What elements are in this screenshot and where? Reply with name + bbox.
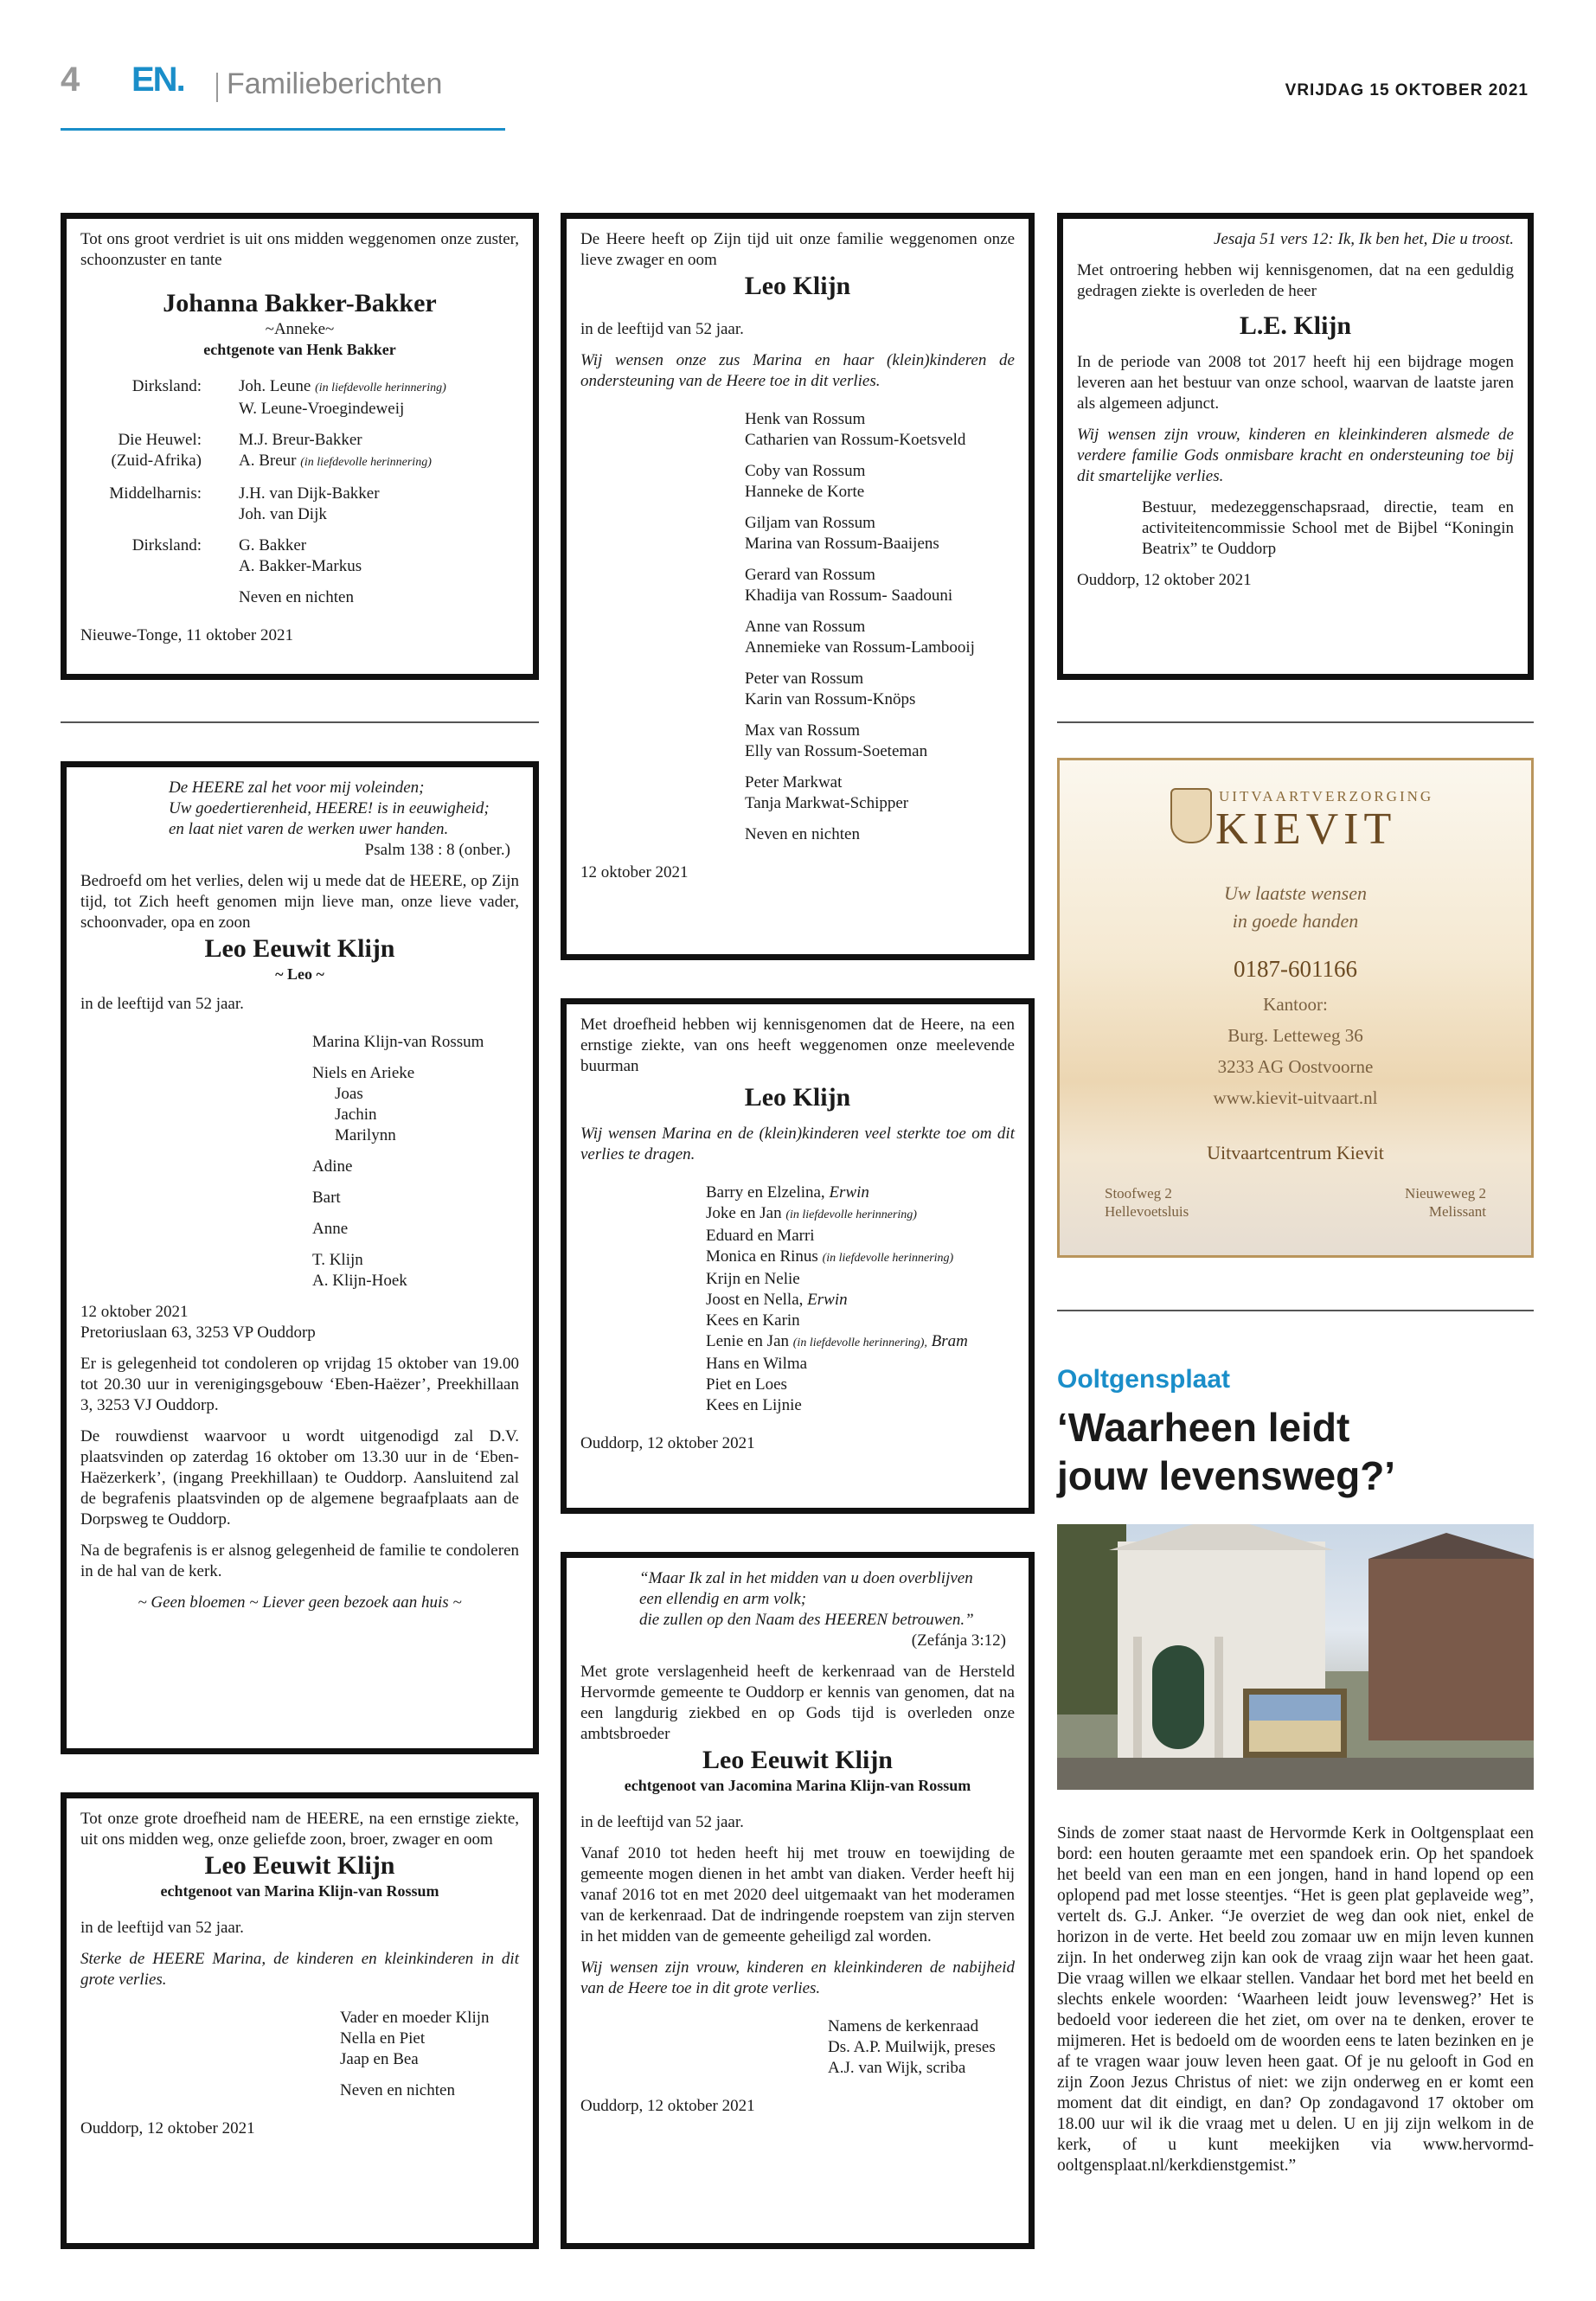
verse-ref: (Zefánja 3:12) — [911, 1631, 1006, 1650]
ad-tagline: UITVAARTVERZORGING — [1219, 788, 1434, 804]
neven-line: Neven en nichten — [340, 2081, 455, 2099]
family-group — [80, 376, 519, 420]
ad-crest-icon — [1170, 788, 1212, 843]
obituary-card-van-rossum — [561, 213, 1035, 960]
neighbour: Krijn en Nelie — [706, 1270, 800, 1288]
neighbour: Eduard en Marri — [706, 1227, 815, 1245]
card-intro: Tot onze grote droefheid nam de HEERE, na een ernstige ziekte, uit ons midden weg, onze geliefde zoon, broer, zwager en oom — [80, 1810, 519, 1849]
spouse-line: echtgenote van Henk Bakker — [203, 341, 396, 358]
card-footer: 12 oktober 2021 — [580, 863, 689, 881]
page-number: 4 — [61, 61, 80, 99]
family-group — [80, 430, 519, 473]
ad-address: Kantoor: Burg. Letteweg 36 3233 AG Oostvoorne www.kievit-uitvaart.nl — [1060, 989, 1531, 1113]
deceased-name: Leo Eeuwit Klijn — [702, 1746, 893, 1774]
card-body: In de periode van 2008 tot 2017 heeft hij een bijdrage mogen leveren aan het bestuur van onze school, waarvan de laatste jaren als algemeen adjunct. — [1077, 353, 1514, 413]
ad-brand: KIEVIT — [1215, 804, 1397, 854]
section-title: Familieberichten — [227, 67, 443, 100]
verse-quote: “Maar Ik zal in het midden van u doen overblijven een ellendig en arm volk; die zullen op den Naam des HEEREN betrouwen.” — [639, 1569, 974, 1629]
family-pair: Henk van Rossum Catharien van Rossum-Koetsveld — [745, 410, 966, 449]
place-label: Dirksland: — [131, 377, 202, 395]
obituary-card-parents — [61, 1792, 539, 2249]
signer: Namens de kerkenraad — [828, 2017, 979, 2035]
neven-line: Neven en nichten — [239, 588, 354, 606]
brand-logo: EN. — [131, 61, 184, 99]
family-member: W. Leune-Vroegindeweij — [239, 400, 405, 418]
neighbour: Barry en Elzelina, Erwin — [706, 1183, 869, 1202]
signer: Ds. A.P. Muilwijk, preses — [828, 2038, 996, 2056]
column-rule-right — [1057, 721, 1534, 723]
age-line: in de leeftijd van 52 jaar. — [580, 1813, 744, 1831]
card-intro: Met grote verslagenheid heeft de kerkenraad van de Hersteld Hervormde gemeente te Ouddorp er kennis van genomen, dat na een langdurig ziekbed en op Gods tijd is overleden onze ambtsbroeder — [580, 1663, 1015, 1743]
signer: A.J. van Wijk, scriba — [828, 2059, 966, 2077]
psalm-quote: De HEERE zal het voor mij voleinden; Uw goedertierenheid, HEERE! is in eeuwigheid; en laat niet varen de werken uwer handen. — [169, 779, 490, 838]
ad-slogan: Uw laatste wensen in goede handen — [1224, 882, 1367, 932]
card-intro: De Heere heeft op Zijn tijd uit onze familie weggenomen onze lieve zwager en oom — [580, 230, 1015, 269]
family-list — [580, 409, 1015, 845]
funeral-ad — [1057, 758, 1534, 1258]
card-footer: Ouddorp, 12 oktober 2021 — [1077, 571, 1252, 589]
family-pair: Coby van Rossum Hanneke de Korte — [745, 462, 866, 501]
wish-text: Wij wensen zijn vrouw, kinderen en kleinkinderen de nabijheid van de Heere toe in dit grote verlies. — [580, 1958, 1015, 1997]
page-date: VRIJDAG 15 OKTOBER 2021 — [1285, 81, 1529, 99]
signers — [80, 2008, 519, 2101]
family-member: G. Bakker — [239, 536, 307, 554]
condolence-info: Er is gelegenheid tot condoleren op vrijdag 15 oktober van 19.00 tot 20.30 uur in verenigingsgebouw ‘Eben-Haëzer’, Preekhillaan 3, 3253 VJ Ouddorp. — [80, 1355, 519, 1414]
deceased-name: Leo Eeuwit Klijn — [204, 934, 395, 963]
family-member: Joh. van Dijk — [239, 505, 327, 523]
service-info: De rouwdienst waarvoor u wordt uitgenodigd zal D.V. plaatsvinden op zaterdag 16 oktober om 13.30 uur in de ‘Eben-Haëzerkerk’, (ingang Preekhillaan) te Ouddorp. Aansluitend zal de begrafenis plaatsvinden op de algemene begraafplaats aan de Dorpsweg te Ouddorp. — [80, 1427, 519, 1529]
header-underline — [61, 128, 505, 131]
place-label: Die Heuwel: (Zuid-Afrika) — [111, 431, 202, 470]
card-address: Pretoriuslaan 63, 3253 VP Ouddorp — [80, 1324, 316, 1342]
neighbour: Kees en Lijnie — [706, 1396, 802, 1414]
psalm-ref: Psalm 138 : 8 (onber.) — [364, 841, 510, 859]
card-intro: Tot ons groot verdriet is uit ons midden weggenomen onze zuster, schoonzuster en tante — [80, 230, 519, 269]
neighbour: Lenie en Jan (in liefdevolle herinnering), Bram — [706, 1332, 968, 1350]
deceased-name: Leo Eeuwit Klijn — [204, 1851, 395, 1880]
family-member: M.J. Breur-Bakker — [239, 431, 362, 449]
place-label: Middelharnis: — [109, 484, 202, 503]
obituary-card-family — [61, 761, 539, 1754]
family-member: A. Breur (in liefdevolle herinnering) — [239, 452, 432, 470]
column-rule — [61, 721, 539, 723]
nickname: ~ Leo ~ — [275, 965, 324, 983]
church-photo-illustration — [1057, 1524, 1534, 1790]
family-group — [80, 484, 519, 525]
family-member: Adine — [312, 1157, 353, 1176]
family-group — [80, 535, 519, 608]
header-divider — [216, 73, 218, 102]
family-pair: Max van Rossum Elly van Rossum-Soeteman — [745, 721, 928, 760]
after-info: Na de begrafenis is er alsnog gelegenheid de familie te condoleren in de hal van de kerk. — [80, 1541, 519, 1580]
card-date: 12 oktober 2021 — [80, 1303, 189, 1321]
column-rule-right-2 — [1057, 1310, 1534, 1311]
place-label: Dirksland: — [131, 536, 202, 554]
signer: Vader en moeder Klijn — [340, 2009, 490, 2027]
deceased-name: Leo Klijn — [744, 1083, 851, 1112]
family-member: Joh. Leune (in liefdevolle herinnering) — [239, 377, 446, 395]
obituary-card-church-council — [561, 1552, 1035, 2249]
neighbour: Joke en Jan (in liefdevolle herinnering) — [706, 1204, 917, 1222]
obituary-card-school — [1057, 213, 1534, 680]
signer: Nella en Piet — [340, 2029, 426, 2048]
ad-location-1: Stoofweg 2 Hellevoetsluis — [1105, 1185, 1189, 1220]
obituary-card-bakker — [61, 213, 539, 680]
neighbour: Joost en Nella, Erwin — [706, 1291, 848, 1309]
family-member: J.H. van Dijk-Bakker — [239, 484, 380, 503]
closing-note: ~ Geen bloemen ~ Liever geen bezoek aan huis ~ — [138, 1593, 462, 1612]
age-line: in de leeftijd van 52 jaar. — [80, 995, 244, 1013]
deceased-name: Leo Klijn — [744, 272, 851, 300]
card-intro: Bedroefd om het verlies, delen wij u mede dat de HEERE, op Zijn tijd, tot Zich heeft genomen mijn lieve man, onze lieve vader, schoonvader, opa en zoon — [80, 872, 519, 932]
card-footer: Ouddorp, 12 oktober 2021 — [580, 2097, 755, 2115]
neighbour: Monica en Rinus (in liefdevolle herinnering) — [706, 1247, 954, 1266]
card-footer: Nieuwe-Tonge, 11 oktober 2021 — [80, 626, 293, 644]
neven-line: Neven en nichten — [745, 825, 860, 843]
grandchild: Marilynn — [335, 1126, 396, 1144]
deceased-name: L.E. Klijn — [1239, 311, 1352, 340]
ad-website[interactable]: www.kievit-uitvaart.nl — [1213, 1087, 1378, 1108]
family-member: Anne — [312, 1220, 349, 1238]
ad-centrum: Uitvaartcentrum Kievit — [1207, 1142, 1384, 1163]
card-footer: Ouddorp, 12 oktober 2021 — [80, 2119, 255, 2138]
family-member: A. Klijn-Hoek — [312, 1272, 407, 1290]
spouse-line: echtgenoot van Marina Klijn-van Rossum — [160, 1882, 439, 1900]
signers — [580, 2016, 1015, 2079]
nickname: ~Anneke~ — [265, 320, 335, 338]
article-kicker: Ooltgensplaat — [1057, 1365, 1231, 1394]
verse-line: Jesaja 51 vers 12: Ik, Ik ben het, Die u troost. — [1213, 230, 1514, 248]
family-list — [80, 1032, 519, 1292]
family-pair: Giljam van Rossum Marina van Rossum-Baaijens — [745, 514, 939, 553]
grandchild: Jachin — [335, 1106, 377, 1124]
neighbour: Piet en Loes — [706, 1375, 787, 1394]
ad-phone: 0187-601166 — [1234, 956, 1357, 982]
wish-text: Sterke de HEERE Marina, de kinderen en kleinkinderen in dit grote verlies. — [80, 1950, 519, 1989]
signer: Jaap en Bea — [340, 2050, 419, 2068]
card-intro: Met droefheid hebben wij kennisgenomen dat de Heere, na een ernstige ziekte, van ons heeft weggenomen onze meelevende buurman — [580, 1016, 1015, 1075]
family-pair: Anne van Rossum Annemieke van Rossum-Lambooij — [745, 618, 975, 657]
family-pair: Gerard van Rossum Khadija van Rossum- Saadouni — [745, 566, 953, 605]
deceased-name: Johanna Bakker-Bakker — [163, 289, 437, 317]
neighbour: Kees en Karin — [706, 1311, 800, 1330]
wish-text: Wij wensen zijn vrouw, kinderen en kleinkinderen alsmede de verdere familie Gods onmisbare kracht en ondersteuning toe bij dit smartelijke verlies. — [1077, 426, 1514, 485]
card-intro: Met ontroering hebben wij kennisgenomen, dat na een geduldig gedragen ziekte is overleden de heer — [1077, 261, 1514, 300]
family-member: Marina Klijn-van Rossum — [312, 1033, 484, 1051]
obituary-card-neighbours — [561, 998, 1035, 1514]
ad-location-2: Nieuweweg 2 Melissant — [1405, 1185, 1486, 1220]
article-photo — [1057, 1524, 1534, 1790]
wish-text: Wij wensen Marina en de (klein)kinderen veel sterkte toe om dit verlies te dragen. — [580, 1125, 1015, 1163]
spouse-line: echtgenoot van Jacomina Marina Klijn-van Rossum — [624, 1777, 971, 1794]
family-member: Niels en Arieke — [312, 1064, 415, 1082]
wish-text: Wij wensen onze zus Marina en haar (klein)kinderen de ondersteuning van de Heere toe in dit verlies. — [580, 351, 1015, 390]
article-headline: ‘Waarheen leidt jouw levensweg?’ — [1057, 1405, 1396, 1498]
family-pair: Peter van Rossum Karin van Rossum-Knöps — [745, 670, 916, 708]
age-line: in de leeftijd van 52 jaar. — [80, 1919, 244, 1937]
grandchild: Joas — [335, 1085, 363, 1103]
neighbour-list — [580, 1183, 1015, 1416]
age-line: in de leeftijd van 52 jaar. — [580, 320, 744, 338]
signed-by: Bestuur, medezeggenschapsraad, directie, team en activiteitencommissie School met de Bijbel “Koningin Beatrix” te Ouddorp — [1142, 498, 1514, 558]
family-member: Bart — [312, 1189, 341, 1207]
card-footer: Ouddorp, 12 oktober 2021 — [580, 1434, 755, 1452]
family-member: T. Klijn — [312, 1251, 363, 1269]
family-pair: Peter Markwat Tanja Markwat-Schipper — [745, 773, 909, 812]
family-member: A. Bakker-Markus — [239, 557, 362, 575]
article-body: Sinds de zomer staat naast de Hervormde Kerk in Ooltgensplaat een bord: een houten geraamte met een spandoek erin. Op het spandoek het beeld van een man en een jongen, hand in hand lopend op een oplopend pad met losse steentjes. “Het is geen plat geplaveide weg”, vertelt ds. G.J. Anker. “Je overziet de weg dan ook niet, enkel de horizon in de verte. Het beeld zou zomaar uw en mijn leven kunnen zijn. In het onderweg zijn kan ook de vraag zijn waar het heen gaat. Die vraag willen we elkaar stellen. Vandaar het bord met het beeld en slechts enkele woorden: ‘Waarheen leidt jouw levensweg?’ Het is bedoeld voor iedereen die het ziet, om over na te denken, erover te mijmeren. Het is bedoeld om de woorden eens te laten bezinken en je af te vragen waar jouw leven heen gaat. Of je nu gelooft in God en zijn Zoon Jezus Christus of niet: we zijn onderweg en er komt een moment dat dit eindigt, en dan? Op zondagavond 17 oktober om 18.00 uur wil ik die vraag met u delen. U en jij zijn welkom in de kerk, of u kunt meekijken via www.hervormd-ooltgensplaat.nl/kerkdienstgemist.” — [1057, 1824, 1534, 2175]
neighbour: Hans en Wilma — [706, 1355, 808, 1373]
card-body: Vanaf 2010 tot heden heeft hij met trouw en toewijding de gemeente mogen dienen in het ambt van diaken. Verder heeft hij vanaf 2016 tot en met 2020 deel uitgemaakt van het moderamen van de kerkenraad. Dat de indringende roepstem van zijn sterven in het midden van de gemeente geheiligd zal worden. — [580, 1844, 1015, 1945]
